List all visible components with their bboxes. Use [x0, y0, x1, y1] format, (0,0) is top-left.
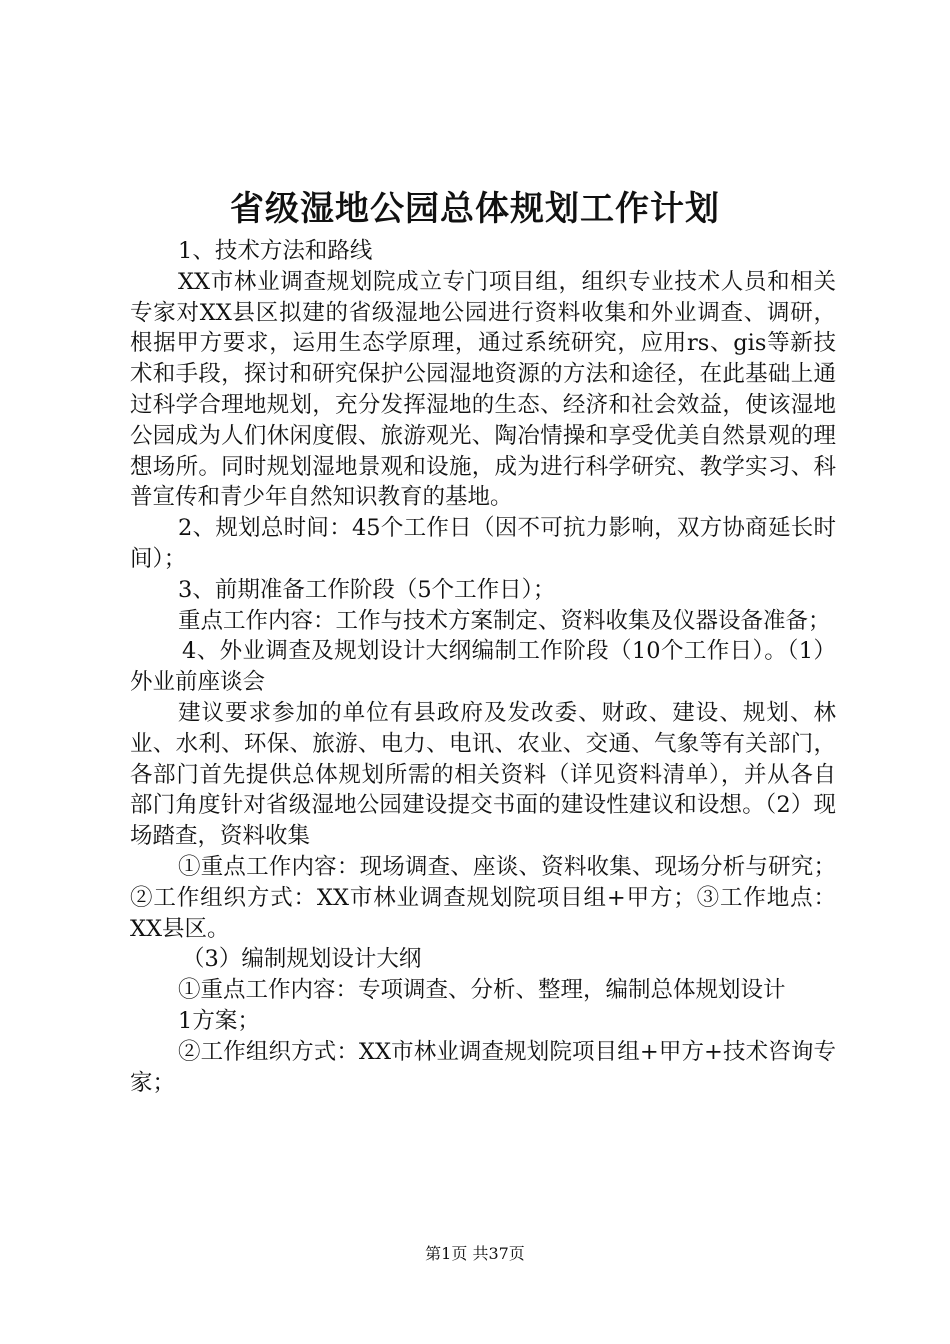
paragraph-outline-content: ①重点工作内容：专项调查、分析、整理，编制总体规划设计 [178, 977, 786, 1004]
paragraph-participants: 建议要求参加的单位有县政府及发改委、财政、建设、规划、林业、水利、环保、旅游、电力、电讯、农业、交通、气象等有关部门，各部门首先提供总体规划所需的相关资料（详见资料清单），并从各自部门角度针对省级湿地公园建设提交书面的建设性建议和设想。（2）现场踏查，资料收集 [130, 699, 836, 850]
document-body [130, 236, 836, 1098]
paragraph-outline-heading: （3）编制规划设计大纲 [182, 946, 422, 973]
page-footer: 第1页 共37页 [425, 1244, 525, 1263]
paragraph-prep-content: 重点工作内容：工作与技术方案制定、资料收集及仪器设备准备； [178, 607, 831, 634]
paragraph-survey-content: ①重点工作内容：现场调查、座谈、资料收集、现场分析与研究；②工作组织方式：XX市林业调查规划院项目组+甲方；③工作地点：XX县区。 [130, 853, 836, 942]
section-heading-1: 1、技术方法和路线 [178, 238, 373, 264]
paragraph-field-stage: 4、外业调查及规划设计大纲编制工作阶段（10个工作日）。（1）外业前座谈会 [130, 638, 836, 696]
paragraph-org-method: ②工作组织方式：XX市林业调查规划院项目组+甲方+技术咨询专家； [130, 1038, 836, 1096]
paragraph-method: XX市林业调查规划院成立专门项目组，组织专业技术人员和相关专家对XX县区拟建的省级湿地公园进行资料收集和外业调查、调研，根据甲方要求，运用生态学原理，通过系统研究，应用rs、gis等新技术和手段，探讨和研究保护公园湿地资源的方法和途径，在此基础上通过科学合理地规划，充分发挥湿地的生态、经济和社会效益，使该湿地公园成为人们休闲度假、旅游观光、陶冶情操和享受优美自然景观的理想场所。同时规划湿地景观和设施，成为进行科学研究、教学实习、科普宣传和青少年自然知识教育的基地。 [130, 268, 836, 511]
paragraph-prep-stage: 3、前期准备工作阶段（5个工作日）； [178, 576, 556, 603]
paragraph-plan-count: 1方案； [178, 1007, 260, 1034]
paragraph-total-time: 2、规划总时间：45个工作日（因不可抗力影响，双方协商延长时间）； [130, 515, 836, 572]
document-title: 省级湿地公园总体规划工作计划 [230, 189, 720, 229]
